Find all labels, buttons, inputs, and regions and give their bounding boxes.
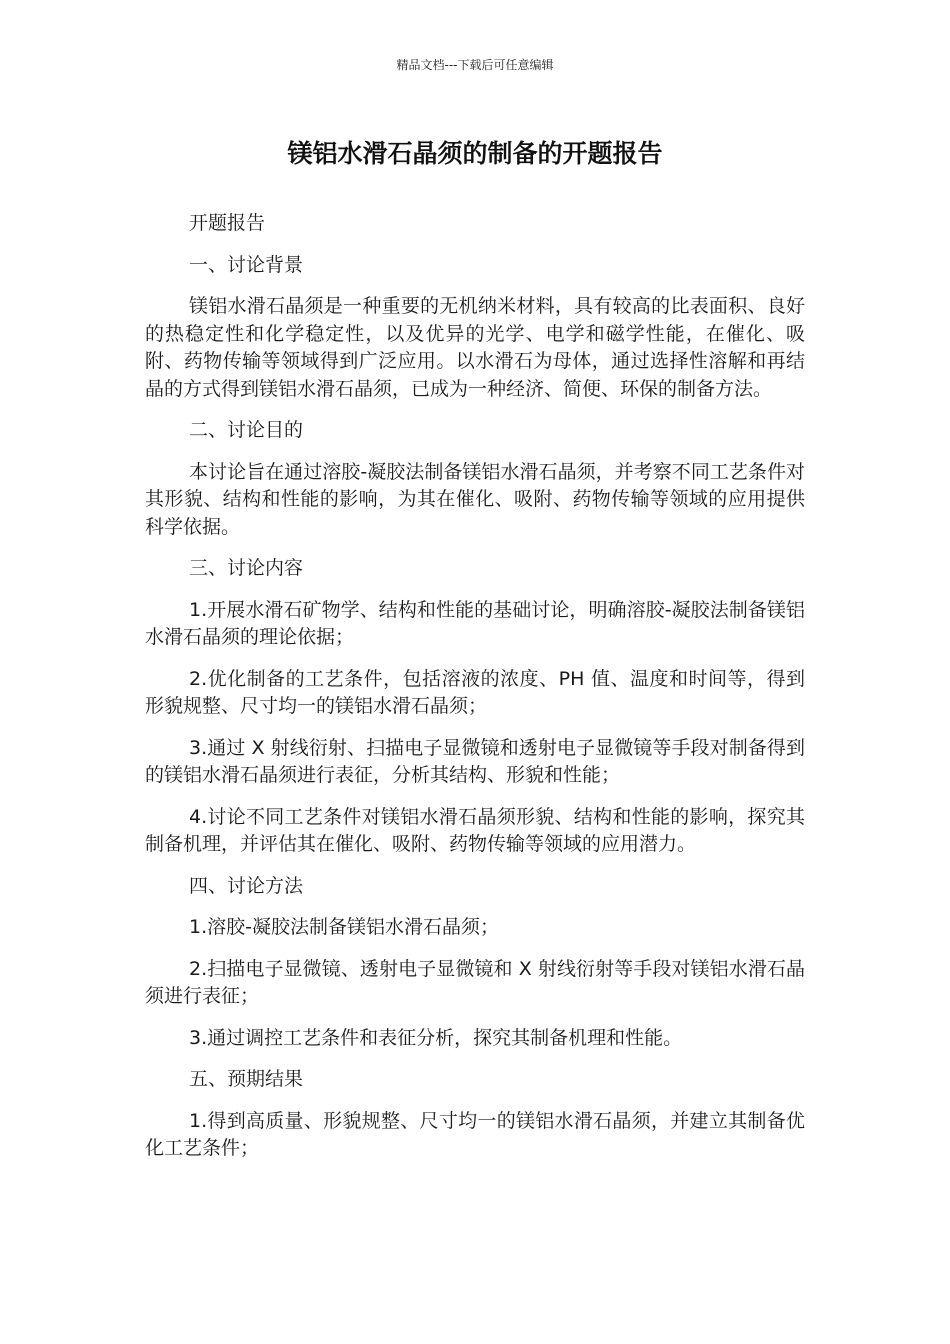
method-item-1: 1.溶胶-凝胶法制备镁铝水滑石晶须；: [189, 916, 499, 938]
paragraph-background: 镁铝水滑石晶须是一种重要的无机纳米材料，具有较高的比表面积、良好的热稳定性和化学稳定性，以及优异的光学、电学和磁学性能，在催化、吸附、药物传输等领域得到广泛应用。以水滑石为母体，通过选择性溶解和再结晶的方式得到镁铝水滑石晶须，已成为一种经济、简便、环保的制备方法。: [145, 295, 805, 400]
result-item-1: 1.得到高质量、形貌规整、尺寸均一的镁铝水滑石晶须，并建立其制备优化工艺条件；: [145, 1109, 805, 1159]
paragraph-report-label: 开题报告: [189, 212, 266, 234]
method-item-3: 3.通过调控工艺条件和表征分析，探究其制备机理和性能。: [189, 1026, 683, 1049]
document-body: [145, 210, 805, 1163]
paragraph-purpose: 本讨论旨在通过溶胶-凝胶法制备镁铝水滑石晶须，并考察不同工艺条件对其形貌、结构和性能的影响，为其在催化、吸附、药物传输等领域的应用提供科学依据。: [145, 460, 805, 538]
header-note: 精品文档---下载后可任意编辑: [396, 58, 554, 72]
content-item-2: 2.优化制备的工艺条件，包括溶液的浓度、PH 值、温度和时间等，得到形貌规整、尺寸均一的镁铝水滑石晶须；: [145, 667, 805, 717]
heading-purpose: 二、讨论目的: [189, 419, 304, 441]
heading-method: 四、讨论方法: [189, 874, 304, 897]
content-item-3: 3.通过 X 射线衍射、扫描电子显微镜和透射电子显微镜等手段对制备得到的镁铝水滑石晶须进行表征，分析其结构、形貌和性能；: [145, 736, 805, 786]
heading-content: 三、讨论内容: [189, 557, 304, 579]
method-item-2: 2.扫描电子显微镜、透射电子显微镜和 X 射线衍射等手段对镁铝水滑石晶须进行表征；: [145, 957, 805, 1007]
content-item-1: 1.开展水滑石矿物学、结构和性能的基础讨论，明确溶胶-凝胶法制备镁铝水滑石晶须的理论依据；: [145, 598, 805, 648]
heading-expected-results: 五、预期结果: [189, 1068, 304, 1090]
document-title: 镁铝水滑石晶须的制备的开题报告: [287, 139, 663, 168]
content-item-4: 4.讨论不同工艺条件对镁铝水滑石晶须形貌、结构和性能的影响，探究其制备机理，并评估其在催化、吸附、药物传输等领域的应用潜力。: [145, 805, 805, 855]
heading-background: 一、讨论背景: [189, 253, 304, 276]
